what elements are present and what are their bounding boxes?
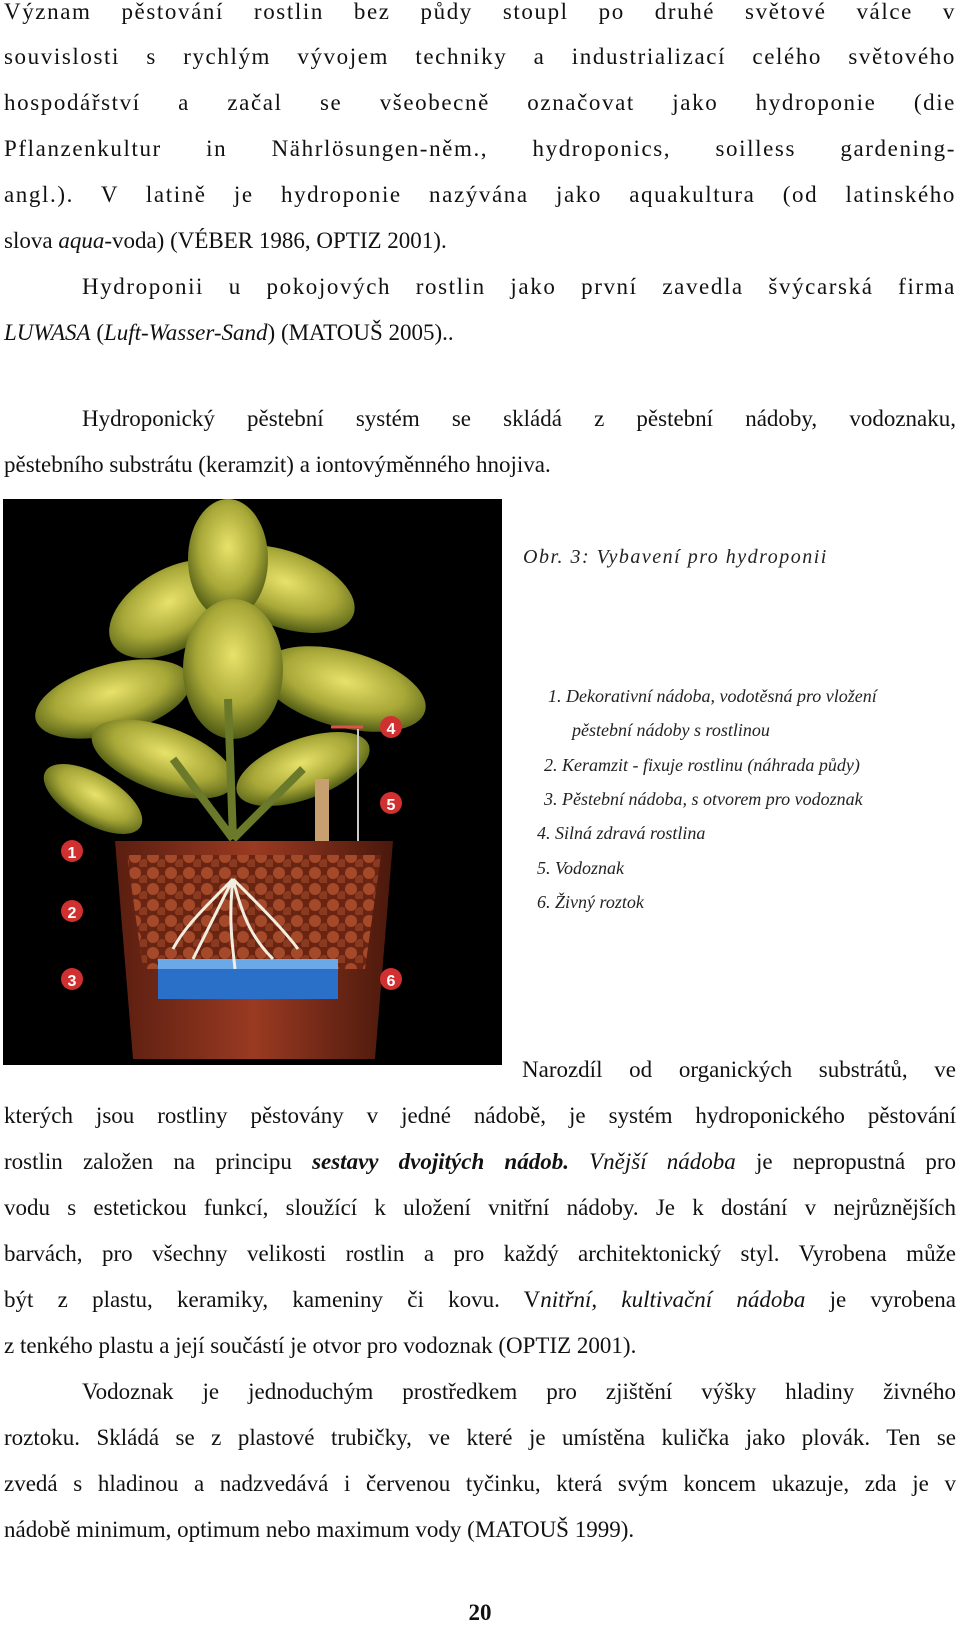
- figure-caption: Obr. 3: Vybavení pro hydroponii: [523, 546, 828, 568]
- marker-4-label: 4: [386, 721, 396, 738]
- legend-item-3: 3. Pěstební nádoba, s otvorem pro vodoznak: [544, 789, 863, 809]
- para5-line4: nádobě minimum, optimum nebo maximum vody (MATOUŠ 1999).: [4, 1517, 635, 1542]
- marker-3-label: 3: [67, 973, 77, 990]
- page-number: 20: [468, 1600, 492, 1625]
- para4-line4: vodu s estetickou funkcí, sloužící k uložení vnitřní nádoby. Je k dostání v nejrůznějších: [4, 1195, 956, 1220]
- para5-line3: zvedá s hladinou a nadzvedává i červenou tyčinku, která svým koncem ukazuje, zda je v: [4, 1471, 956, 1496]
- para2-line1: Hydroponii u pokojových rostlin jako první zavedla švýcarská firma: [82, 274, 956, 299]
- hydroponics-illustration: [3, 499, 502, 1065]
- para3-line1: Hydroponický pěstební systém se skládá z pěstební nádoby, vodoznaku,: [82, 406, 956, 431]
- para1-line6: slova aqua-voda) (VÉBER 1986, OPTIZ 2001).: [4, 228, 447, 253]
- marker-5-label: 5: [386, 797, 396, 814]
- legend-item-1: 1. Dekorativní nádoba, vodotěsná pro vložení: [548, 686, 877, 706]
- legend-item-1-cont: pěstební nádoby s rostlinou: [572, 720, 770, 740]
- para4-line7: z tenkého plastu a její součástí je otvor pro vodoznak (OPTIZ 2001).: [4, 1333, 637, 1358]
- para4-line1: Narozdíl od organických substrátů, ve: [522, 1057, 956, 1082]
- marker-1-label: 1: [67, 845, 77, 862]
- para3-line2: pěstebního substrátu (keramzit) a iontovýměnného hnojiva.: [4, 452, 551, 477]
- para4-line5: barvách, pro všechny velikosti rostlin a pro každý architektonický styl. Vyrobena může: [4, 1241, 956, 1266]
- para4-line2: kterých jsou rostliny pěstovány v jedné nádobě, je systém hydroponického pěstování: [4, 1103, 956, 1128]
- para2-line2: LUWASA (Luft-Wasser-Sand) (MATOUŠ 2005)..: [4, 320, 454, 345]
- clay-pebbles: [127, 855, 381, 969]
- para4-line6: být z plastu, keramiky, kameniny či kovu. Vnitřní, kultivační nádoba je vyrobena: [4, 1287, 956, 1312]
- para4-line3: rostlin založen na principu sestavy dvojitých nádob. Vnější nádoba je nepropustná pro: [4, 1149, 956, 1174]
- para1-line2: souvislosti s rychlým vývojem techniky a industrializací celého světového: [4, 44, 956, 69]
- legend-item-5: 5. Vodoznak: [537, 858, 624, 878]
- para1-line1: Význam pěstování rostlin bez půdy stoupl po druhé světové válce v: [4, 0, 956, 24]
- para1-line3: hospodářství a začal se všeobecně označovat jako hydroponie (die: [4, 90, 956, 115]
- para1-line4: Pflanzenkultur in Nährlösungen-něm., hydroponics, soilless gardening-: [4, 136, 956, 161]
- hydroponics-figure: [3, 499, 502, 1065]
- legend-item-4: 4. Silná zdravá rostlina: [537, 823, 706, 843]
- para1-line5: angl.). V latině je hydroponie nazývána jako aquakultura (od latinského: [4, 182, 956, 207]
- para5-line2: roztoku. Skládá se z plastové trubičky, ve které je umístěna kulička jako plovák. Ten se: [4, 1425, 956, 1450]
- legend-item-6: 6. Živný roztok: [537, 892, 644, 912]
- para5-line1: Vodoznak je jednoduchým prostředkem pro zjištění výšky hladiny živného: [82, 1379, 956, 1404]
- marker-2-label: 2: [67, 905, 77, 922]
- legend-item-2: 2. Keramzit - fixuje rostlinu (náhrada půdy): [544, 755, 860, 775]
- marker-6-label: 6: [386, 973, 396, 990]
